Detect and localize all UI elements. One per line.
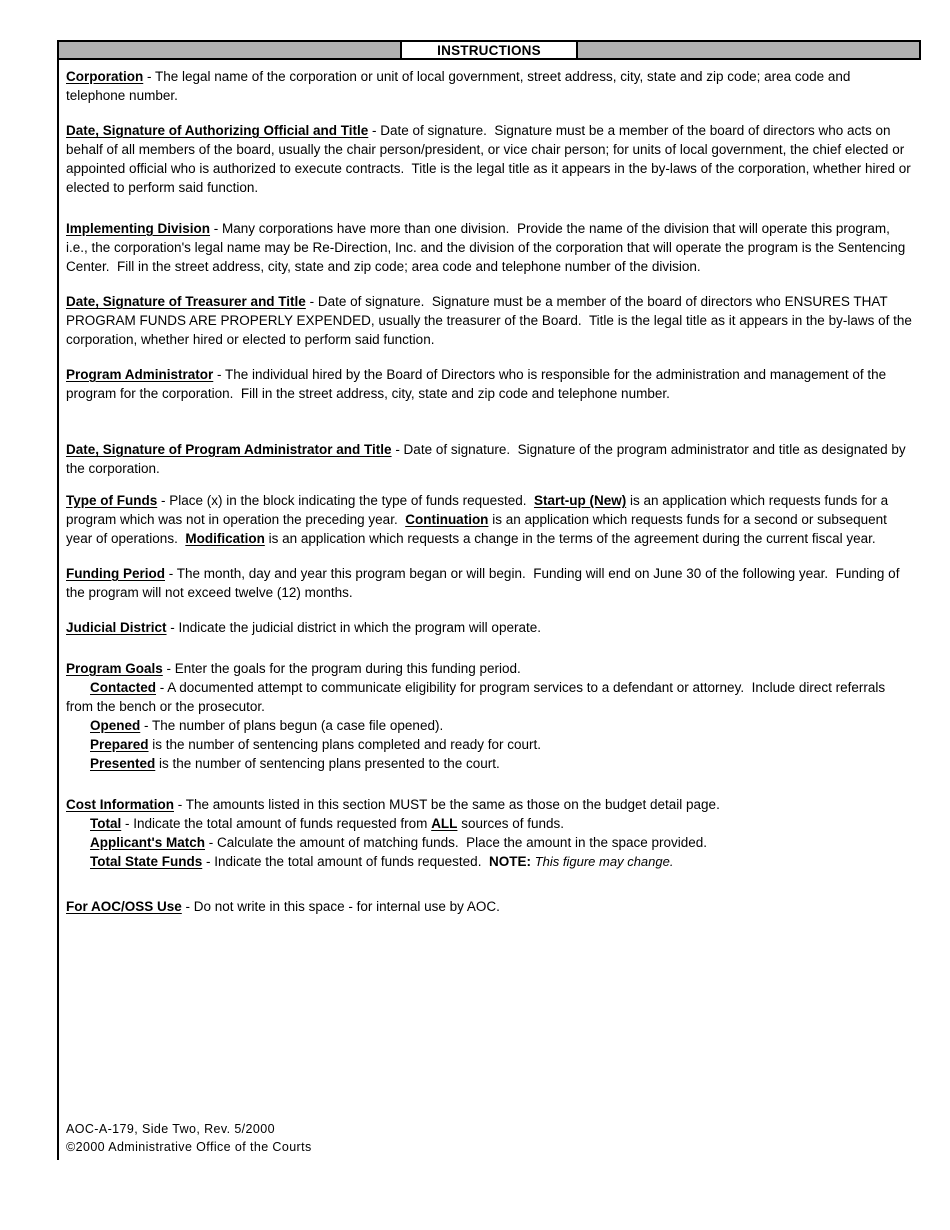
- paragraph-goal-presented: Presented is the number of sentencing plans presented to the court.: [90, 756, 500, 771]
- paragraph-implementing-division: Implementing Division - Many corporations have more than one division. Provide the name of the division that will operate this program, i.e., the corporation's legal name may be Re-Direction, Inc. and the division of the corporation that will operate the program is the Sentencing Center. Fill in the street address, city, state and zip code; area code and telephone number of the division.: [66, 221, 910, 274]
- paragraph-program-goals: Program Goals - Enter the goals for the program during this funding period.: [66, 661, 521, 676]
- paragraph-cost-total: Total - Indicate the total amount of funds requested from ALL sources of funds.: [90, 816, 564, 831]
- paragraph-cost-information: Cost Information - The amounts listed in this section MUST be the same as those on the budget detail page.: [66, 797, 720, 812]
- footer: [66, 1120, 312, 1156]
- paragraph-program-administrator-signature: Date, Signature of Program Administrator and Title - Date of signature. Signature of the program administrator and title as designated by the corporation.: [66, 442, 910, 476]
- paragraph-cost-total-state-funds: Total State Funds - Indicate the total amount of funds requested. NOTE: This figure may change.: [90, 854, 674, 869]
- paragraph-goal-opened: Opened - The number of plans begun (a case file opened).: [90, 718, 444, 733]
- paragraph-cost-applicants-match: Applicant's Match - Calculate the amount of matching funds. Place the amount in the space provided.: [90, 835, 708, 850]
- paragraph-funding-period: Funding Period - The month, day and year this program began or will begin. Funding will end on June 30 of the following year. Funding of the program will not exceed twelve (12) months.: [66, 566, 904, 600]
- paragraph-corporation: Corporation - The legal name of the corporation or unit of local government, street address, city, state and zip code; area code and telephone number.: [66, 69, 855, 103]
- paragraph-authorizing-official-signature: Date, Signature of Authorizing Official and Title - Date of signature. Signature must be a member of the board of directors who acts on behalf of all members of the board, usually the chair person/president, or vice chair person; for units of local government, the chief elected or appointed official who is authorized to execute contracts. Title is the legal title as it appears in the by-laws of the corporation, whether hired or elected to perform said function.: [66, 123, 915, 195]
- page-left-border: [57, 40, 59, 1160]
- paragraph-judicial-district: Judicial District - Indicate the judicial district in which the program will operate.: [66, 620, 541, 635]
- form-number: AOC-A-179, Side Two, Rev. 5/2000: [66, 1122, 275, 1136]
- instructions-body: [66, 67, 916, 916]
- paragraph-treasurer-signature: Date, Signature of Treasurer and Title - Date of signature. Signature must be a member of the board of directors who ENSURES THAT PROGRAM FUNDS ARE PROPERLY EXPENDED, usually the treasurer of the Board. Title is the legal title as it appears in the by-laws of the corporation, whether hired or elected to perform said function.: [66, 294, 916, 347]
- paragraph-type-of-funds: Type of Funds - Place (x) in the block indicating the type of funds requested. Start-up (New) is an application which requests funds for a program which was not in operation the preceding year. Continuation is an application which requests funds for a second or subsequent year of operations. Modification is an application which requests a change in the terms of the agreement during the current fiscal year.: [66, 493, 892, 546]
- copyright-line: ©2000 Administrative Office of the Courts: [66, 1140, 312, 1154]
- paragraph-program-administrator: Program Administrator - The individual hired by the Board of Directors who is responsible for the administration and management of the program for the corporation. Fill in the street address, city, state and zip code and telephone number.: [66, 367, 890, 401]
- paragraph-aoc-oss-use: For AOC/OSS Use - Do not write in this space - for internal use by AOC.: [66, 899, 500, 914]
- page-title: INSTRUCTIONS: [437, 42, 541, 58]
- paragraph-goal-contacted: Contacted - A documented attempt to communicate eligibility for program services to a defendant or attorney. Include direct referrals from the bench or the prosecutor.: [66, 680, 889, 714]
- header-title-box: [400, 40, 578, 60]
- paragraph-goal-prepared: Prepared is the number of sentencing plans completed and ready for court.: [90, 737, 542, 752]
